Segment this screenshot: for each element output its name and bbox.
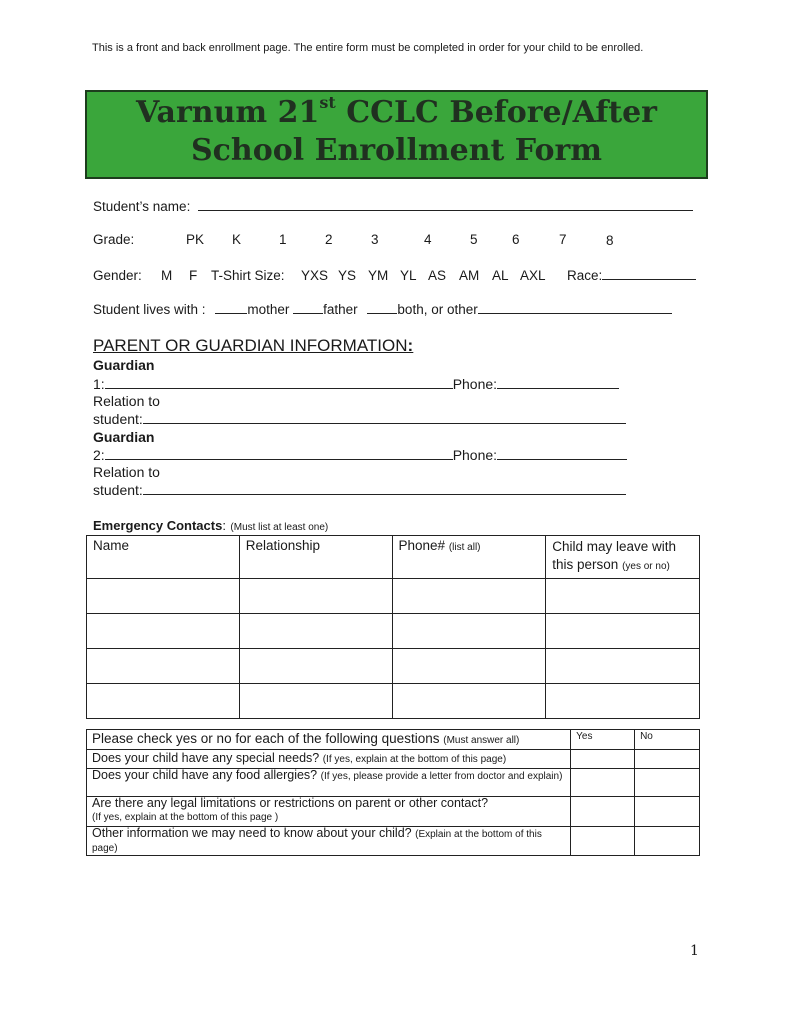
guardian1-phone-label: Phone: xyxy=(452,376,498,392)
grade-option-1[interactable]: 1 xyxy=(279,232,287,247)
table-row xyxy=(87,614,700,649)
student-name-label: Student’s name: xyxy=(93,199,191,214)
grade-option-8[interactable]: 8 xyxy=(606,233,614,248)
father-label: father xyxy=(323,302,358,317)
question-row xyxy=(87,769,700,797)
race-row xyxy=(567,268,696,283)
student-name-field[interactable] xyxy=(198,199,693,211)
q3-no-box[interactable] xyxy=(635,797,700,827)
tshirt-option-ym[interactable]: YM xyxy=(368,268,389,283)
tshirt-option-am[interactable]: AM xyxy=(459,268,480,283)
tshirt-option-as[interactable]: AS xyxy=(428,268,447,283)
enrollment-notice: This is a front and back enrollment page. The entire form must be completed in order for your child to be enrolled. xyxy=(92,42,644,54)
form-title-banner xyxy=(85,90,708,179)
both-blank[interactable] xyxy=(367,302,397,314)
question-legal-limitations: Are there any legal limitations or restrictions on parent or other contact? (If yes, explain at the bottom of this page ) xyxy=(87,797,571,827)
tshirt-option-ys[interactable]: YS xyxy=(338,268,357,283)
q2-no-box[interactable] xyxy=(635,769,700,797)
form-title-line1: Varnum 21st CCLC Before/After xyxy=(136,93,657,130)
tshirt-size-label: T-Shirt Size: xyxy=(211,268,285,283)
guardian2-num: 2: xyxy=(93,447,105,463)
guardian2-relation-label: Relation to xyxy=(93,464,160,480)
grade-option-2[interactable]: 2 xyxy=(325,232,333,247)
grade-option-pk[interactable]: PK xyxy=(186,232,205,247)
yes-header: Yes xyxy=(571,730,635,750)
grade-option-4[interactable]: 4 xyxy=(424,232,432,247)
question-row xyxy=(87,827,700,856)
grade-option-k[interactable]: K xyxy=(232,232,242,247)
emergency-contacts-heading: Emergency Contacts: (Must list at least one) xyxy=(93,518,329,533)
q4-no-box[interactable] xyxy=(635,827,700,856)
guardian1-phone-field[interactable] xyxy=(497,377,619,389)
guardian2-relation-field[interactable] xyxy=(143,483,626,495)
grade-option-6[interactable]: 6 xyxy=(512,232,520,247)
col-phone-header: Phone# (list all) xyxy=(392,536,546,579)
grade-option-5[interactable]: 5 xyxy=(470,232,478,247)
guardian2-row xyxy=(93,447,627,463)
question-food-allergies: Does your child have any food allergies? (If yes, please provide a letter from doctor and explain) xyxy=(87,769,571,797)
q1-yes-box[interactable] xyxy=(571,750,635,769)
guardian1-relation-field[interactable] xyxy=(143,412,626,424)
gender-option-f[interactable]: F xyxy=(189,268,198,283)
lives-with-label: Student lives with : xyxy=(93,302,206,317)
question-other-info: Other information we may need to know about your child? (Explain at the bottom of this page) xyxy=(87,827,571,856)
gender-option-m[interactable]: M xyxy=(161,268,173,283)
guardian1-name-field[interactable] xyxy=(105,377,453,389)
q1-no-box[interactable] xyxy=(635,750,700,769)
form-title-line2: School Enrollment Form xyxy=(190,133,603,168)
race-field[interactable] xyxy=(602,268,696,280)
table-row xyxy=(87,684,700,719)
questions-header: Please check yes or no for each of the following questions (Must answer all) xyxy=(87,730,571,750)
guardian2-relation-row: student: xyxy=(93,482,626,498)
q2-yes-box[interactable] xyxy=(571,769,635,797)
grade-option-3[interactable]: 3 xyxy=(371,232,379,247)
emergency-note: (Must list at least one) xyxy=(230,522,329,533)
gender-label: Gender: xyxy=(93,268,142,283)
both-other-label: both, or other xyxy=(397,302,478,317)
guardian1-num: 1: xyxy=(93,376,105,392)
mother-label: mother xyxy=(247,302,290,317)
page-number: 1 xyxy=(690,943,699,959)
father-blank[interactable] xyxy=(293,302,323,314)
question-row xyxy=(87,750,700,769)
guardian1-relation-label: Relation to xyxy=(93,393,160,409)
col-name-header: Name xyxy=(87,536,240,579)
guardian1-label: Guardian xyxy=(93,357,155,373)
guardian2-label: Guardian xyxy=(93,429,155,445)
tshirt-option-yl[interactable]: YL xyxy=(400,268,417,283)
grade-label: Grade: xyxy=(93,232,135,247)
no-header: No xyxy=(635,730,700,750)
mother-blank[interactable] xyxy=(215,302,247,314)
tshirt-option-al[interactable]: AL xyxy=(492,268,509,283)
emergency-contacts-table xyxy=(86,535,700,719)
grade-option-7[interactable]: 7 xyxy=(559,232,567,247)
q4-yes-box[interactable] xyxy=(571,827,635,856)
question-special-needs: Does your child have any special needs? (If yes, explain at the bottom of this page) xyxy=(87,750,571,769)
parent-guardian-heading: PARENT OR GUARDIAN INFORMATION: xyxy=(93,336,414,355)
emergency-header-row xyxy=(87,536,700,579)
col-leave-header: Child may leave with this person (yes or no) xyxy=(546,536,700,579)
table-row xyxy=(87,649,700,684)
guardian2-phone-field[interactable] xyxy=(497,448,627,460)
questions-table xyxy=(86,729,700,856)
guardian1-row xyxy=(93,376,619,392)
tshirt-option-yxs[interactable]: YXS xyxy=(301,268,329,283)
col-relationship-header: Relationship xyxy=(239,536,392,579)
guardian2-phone-label: Phone: xyxy=(452,447,498,463)
question-row xyxy=(87,797,700,827)
race-label: Race: xyxy=(567,268,603,283)
other-field[interactable] xyxy=(478,302,672,314)
guardian1-relation-row: student: xyxy=(93,411,626,427)
tshirt-option-axl[interactable]: AXL xyxy=(520,268,546,283)
table-row xyxy=(87,579,700,614)
lives-with-row xyxy=(93,302,672,317)
q3-yes-box[interactable] xyxy=(571,797,635,827)
guardian2-name-field[interactable] xyxy=(105,448,453,460)
questions-header-row xyxy=(87,730,700,750)
student-name-row xyxy=(93,199,693,214)
